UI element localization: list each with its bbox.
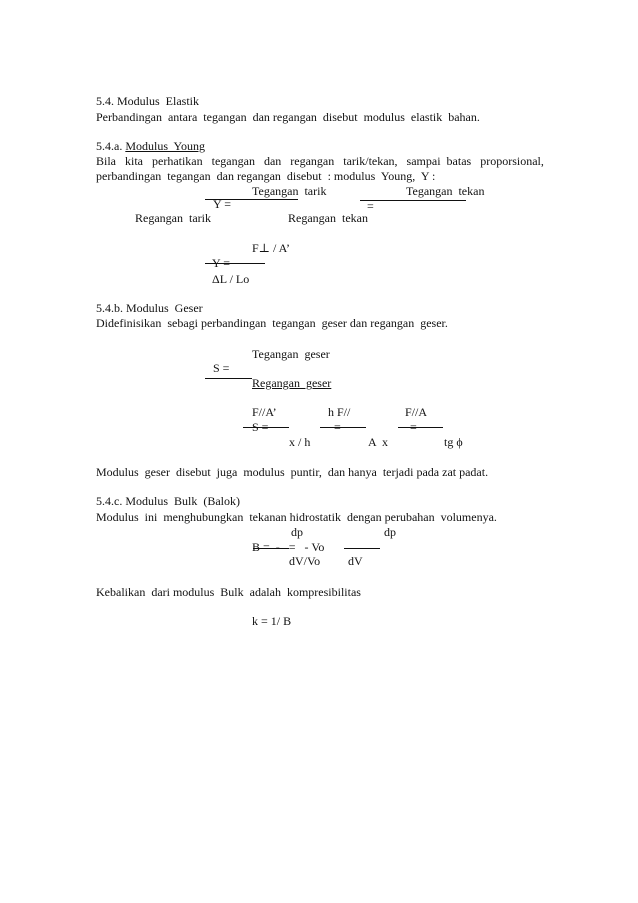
young-denominator-1: Regangan tarik <box>135 211 211 225</box>
young-denominator-2: Regangan tekan <box>288 211 368 225</box>
young-equals: = <box>367 199 374 213</box>
section-heading-5-4-c: 5.4.c. Modulus Bulk (Balok) <box>96 494 240 508</box>
paragraph-line-1: Bila kita perhatikan tegangan dan regangan tarik/tekan, sampai batas proporsional, <box>96 154 544 168</box>
shear-denominator-2: A x <box>368 435 389 449</box>
section-heading-5-4-a <box>96 139 205 153</box>
bulk-equation: B = - = - Vo <box>252 540 325 554</box>
fraction-bar <box>253 548 289 549</box>
shear-fraction-1-numerator: F//A’ <box>252 405 277 419</box>
young-numerator-1: Tegangan tarik <box>252 184 327 198</box>
paragraph-line-2: perbandingan tegangan dan regangan disebut : modulus Young, Y : <box>96 169 436 183</box>
section-intro-5-4-c: Modulus ini menghubungkan tekanan hidrostatik dengan perubahan volumenya. <box>96 510 497 524</box>
bulk-denominator-2: dV <box>348 554 363 568</box>
section-heading-5-4-b: 5.4.b. Modulus Geser <box>96 301 203 315</box>
shear-equals-a: = <box>334 420 341 434</box>
shear-denominator: Regangan geser <box>252 376 332 390</box>
fraction-bar <box>205 263 265 264</box>
fraction-bar <box>205 378 252 379</box>
compressibility-equation: k = 1/ B <box>252 614 292 628</box>
heading-title: Modulus Young <box>125 139 206 153</box>
fraction-bar <box>360 200 466 201</box>
young-y-equals: Y = <box>213 197 231 211</box>
bulk-denominator-1: dV/Vo <box>289 554 321 568</box>
young-numerator-2: Tegangan tekan <box>406 184 485 198</box>
bulk-numerator-1: dp <box>291 525 303 539</box>
shear-s-equals-2: S = <box>252 420 269 434</box>
shear-denominator-1: x / h <box>289 435 311 449</box>
shear-equals-b: = <box>410 420 417 434</box>
shear-numerator: Tegangan geser <box>252 347 330 361</box>
shear-fraction-3-numerator: F//A <box>405 405 428 419</box>
young-force-denominator: ΔL / Lo <box>212 272 250 286</box>
shear-fraction-2-numerator: h F// <box>328 405 351 419</box>
fraction-bar <box>344 548 380 549</box>
section-intro-5-4: Perbandingan antara tegangan dan regangan disebut modulus elastik bahan. <box>96 110 480 124</box>
heading-prefix: 5.4.a. <box>96 139 126 153</box>
fraction-bar <box>398 427 443 428</box>
section-intro-5-4-b: Didefinisikan sebagi perbandingan tegangan geser dan regangan geser. <box>96 316 448 330</box>
fraction-bar <box>243 427 289 428</box>
bulk-note: Kebalikan dari modulus Bulk adalah kompresibilitas <box>96 585 361 599</box>
young-force-numerator: F⊥ / A’ <box>252 241 290 255</box>
bulk-numerator-2: dp <box>384 525 396 539</box>
fraction-bar <box>205 199 298 200</box>
section-heading-5-4: 5.4. Modulus Elastik <box>96 94 200 108</box>
young-y-equals-2: Y = <box>212 256 230 270</box>
fraction-bar <box>320 427 366 428</box>
shear-denominator-3: tg ϕ <box>444 435 463 449</box>
shear-note: Modulus geser disebut juga modulus puntir, dan hanya terjadi pada zat padat. <box>96 465 489 479</box>
shear-s-equals: S = <box>213 361 230 375</box>
